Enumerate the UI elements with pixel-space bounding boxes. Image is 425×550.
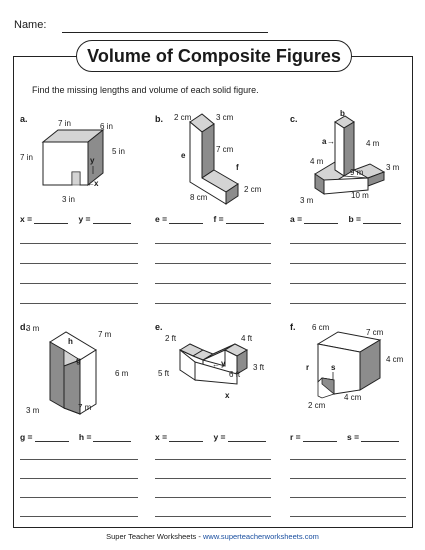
answer-row-e [155, 432, 266, 442]
figure-c-label-right-top: 4 m [366, 139, 380, 148]
figure-f-label-right: 4 cm [386, 355, 404, 364]
work-line[interactable] [20, 303, 138, 304]
figure-b-label-mid: 7 cm [216, 145, 234, 154]
figure-b-label-top-right: 3 cm [216, 113, 234, 122]
figure-e-label-left: 5 ft [158, 369, 170, 378]
work-line[interactable] [20, 516, 138, 517]
answer-row-f [290, 432, 399, 442]
answer-d-h-label: h = [78, 432, 92, 442]
answer-c-a-label: a = [290, 214, 303, 224]
page-title: Volume of Composite Figures [87, 45, 341, 66]
figure-b-var-e: e [181, 151, 186, 160]
figure-a-label-bottom: 3 in [62, 195, 75, 204]
figure-a-label-depth: 6 in [100, 122, 113, 131]
figure-e-label-right: 3 ft [253, 363, 265, 372]
work-line[interactable] [20, 243, 138, 244]
answer-f-r-blank[interactable] [303, 433, 337, 442]
problem-b-label: b. [155, 114, 163, 124]
answer-b-f-label: f = [213, 214, 224, 224]
answer-e-x-blank[interactable] [169, 433, 203, 442]
figure-c-label-bottom-left: 3 m [300, 196, 314, 205]
figure-c-label-right: 3 m [386, 163, 400, 172]
figure-c-var-a: a [322, 137, 327, 146]
answer-e-x-label: x = [155, 432, 168, 442]
problem-a-label: a. [20, 114, 28, 124]
figure-f-label-top-left: 6 cm [312, 323, 330, 332]
work-line[interactable] [290, 263, 406, 264]
answer-c-a-blank[interactable] [304, 215, 338, 224]
answer-d-h-blank[interactable] [93, 433, 131, 442]
figure-b-var-f: f [236, 163, 239, 172]
figure-e [155, 330, 280, 410]
footer [0, 532, 425, 541]
figure-c-label-left: 4 m [310, 157, 324, 166]
figure-d-label-top: 7 m [98, 330, 112, 339]
work-line[interactable] [20, 478, 138, 479]
answer-b-e-label: e = [155, 214, 168, 224]
work-line[interactable] [290, 497, 406, 498]
figure-b-label-base: 8 cm [190, 193, 208, 202]
figure-f-var-s: s [331, 363, 336, 372]
figure-a-label-right: 5 in [112, 147, 125, 156]
figure-f-label-top-right: 7 cm [366, 328, 384, 337]
answer-b-f-blank[interactable] [226, 215, 264, 224]
work-line[interactable] [155, 283, 271, 284]
work-line[interactable] [290, 283, 406, 284]
problem-e-label: e. [155, 322, 163, 332]
figure-a [18, 116, 138, 211]
answer-d-g-label: g = [20, 432, 33, 442]
figure-f-label-notch-left: 2 cm [308, 401, 326, 410]
answer-b-e-blank[interactable] [169, 215, 203, 224]
work-line[interactable] [155, 303, 271, 304]
figure-e-label-top-left: 2 ft [165, 334, 177, 343]
figure-c-var-b: b [340, 109, 345, 118]
answer-c-b-blank[interactable] [363, 215, 401, 224]
answer-f-r-label: r = [290, 432, 301, 442]
answer-row-c [290, 214, 401, 224]
figure-f-label-notch-right: 4 cm [344, 393, 362, 402]
footer-prefix: Super Teacher Worksheets - [106, 532, 203, 541]
figure-a-arrow-x: ← [87, 179, 95, 188]
answer-row-d [20, 432, 131, 442]
figure-d-var-h: h [68, 337, 73, 346]
problem-d-label: d. [20, 322, 28, 332]
answer-f-s-blank[interactable] [361, 433, 399, 442]
figure-c-label-mid: 9 m [350, 168, 364, 177]
figure-f [290, 322, 415, 422]
title-box [76, 40, 352, 72]
work-line[interactable] [20, 497, 138, 498]
answer-e-y-blank[interactable] [228, 433, 266, 442]
work-line[interactable] [155, 478, 271, 479]
figure-d [18, 322, 143, 422]
work-line[interactable] [290, 303, 406, 304]
work-line[interactable] [155, 243, 271, 244]
instructions: Find the missing lengths and volume of each solid figure. [32, 85, 259, 95]
answer-a-x-label: x = [20, 214, 33, 224]
figure-a-label-top: 7 in [58, 119, 71, 128]
work-line[interactable] [20, 263, 138, 264]
figure-c-arrow-a: → [327, 137, 335, 146]
name-label: Name: [14, 19, 47, 31]
figure-c [290, 108, 410, 208]
figure-f-var-r: r [306, 363, 310, 372]
figure-d-label-top-left: 3 m [26, 324, 40, 333]
figure-b [150, 110, 280, 210]
figure-a-var-x: x [94, 179, 99, 188]
answer-c-b-label: b = [348, 214, 361, 224]
problem-c-label: c. [290, 114, 298, 124]
work-line[interactable] [20, 283, 138, 284]
figure-b-label-base-right: 2 cm [244, 185, 262, 194]
figure-b-label-top-left: 2 cm [174, 113, 192, 122]
answer-d-g-blank[interactable] [35, 433, 69, 442]
figure-e-arrow-y: ← [212, 360, 220, 369]
figure-c-label-base: 10 m [351, 191, 369, 200]
answer-row-a [20, 214, 131, 224]
work-line[interactable] [290, 516, 406, 517]
figure-d-var-g: g [76, 356, 81, 365]
work-line[interactable] [155, 516, 271, 517]
figure-e-label-notch: 6 ft [229, 370, 241, 379]
figure-e-var-x: x [225, 391, 230, 400]
work-line[interactable] [290, 478, 406, 479]
figure-e-var-y: y [221, 359, 226, 368]
figure-a-var-y: y [90, 156, 95, 165]
answer-e-y-label: y = [213, 432, 226, 442]
figure-d-label-bottom: 7 m [78, 403, 92, 412]
answer-a-y-blank[interactable] [93, 215, 131, 224]
answer-row-b [155, 214, 264, 224]
figure-e-label-top-right: 4 ft [241, 334, 253, 343]
work-line[interactable] [155, 263, 271, 264]
work-line[interactable] [155, 459, 271, 460]
work-line[interactable] [290, 243, 406, 244]
figure-a-label-left: 7 in [20, 153, 33, 162]
name-line[interactable] [62, 32, 268, 33]
work-line[interactable] [290, 459, 406, 460]
problem-f-label: f. [290, 322, 296, 332]
figure-d-label-right: 6 m [115, 369, 129, 378]
work-line[interactable] [155, 497, 271, 498]
answer-f-s-label: s = [347, 432, 360, 442]
work-line[interactable] [20, 459, 138, 460]
footer-url-link[interactable]: www.superteacherworksheets.com [202, 532, 319, 541]
figure-d-label-bottom-left: 3 m [26, 406, 40, 415]
answer-a-x-blank[interactable] [34, 215, 68, 224]
answer-a-y-label: y = [78, 214, 91, 224]
